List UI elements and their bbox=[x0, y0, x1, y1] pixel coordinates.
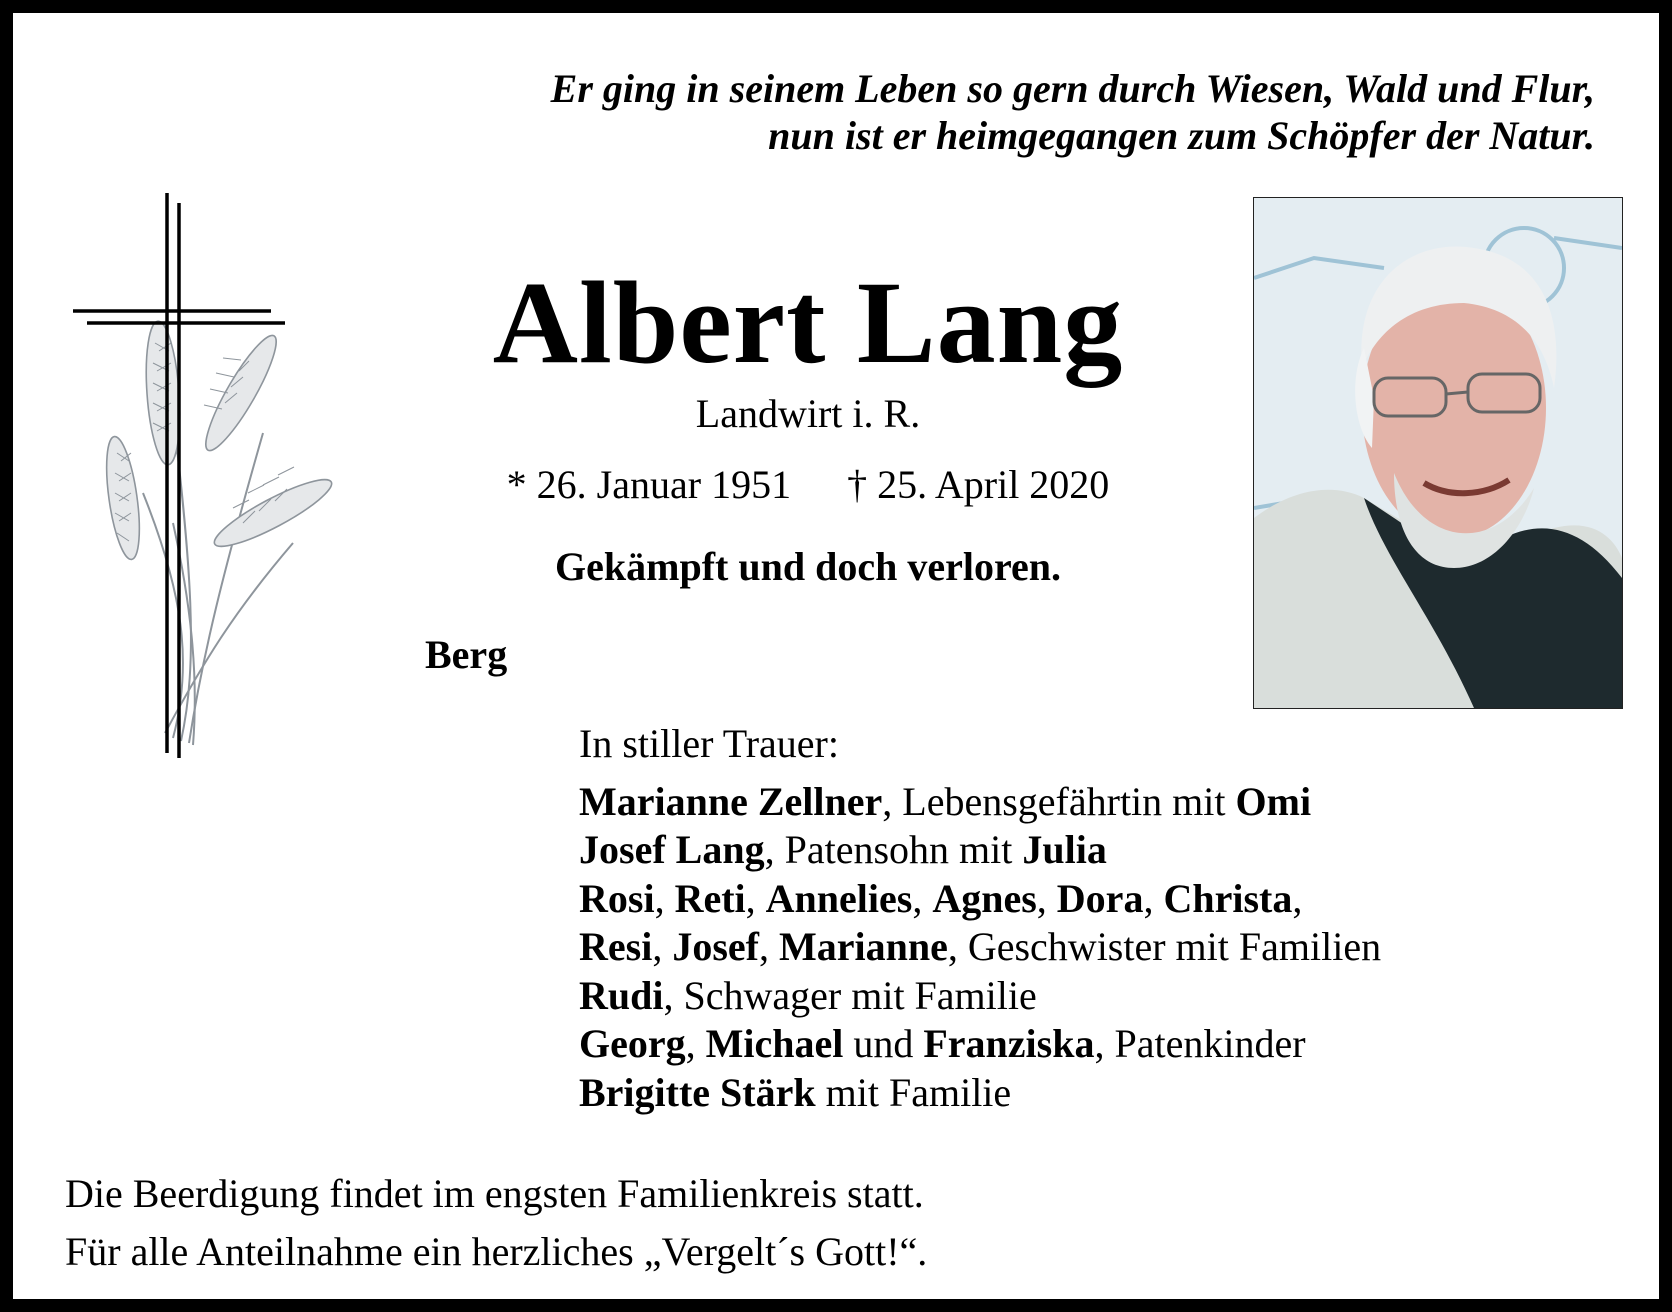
mourner-name: Franziska bbox=[923, 1021, 1095, 1066]
mourner-relation: , Schwager mit Familie bbox=[663, 972, 1037, 1018]
mourner-line bbox=[579, 875, 1381, 924]
portrait-photo-drawing bbox=[1254, 198, 1622, 708]
mourner-name: Agnes bbox=[932, 875, 1037, 921]
mourner-name: Julia bbox=[1022, 827, 1107, 872]
mourner-name: Christa bbox=[1163, 875, 1293, 921]
mourner-relation: , bbox=[685, 1021, 706, 1066]
mourner-relation: , bbox=[1036, 875, 1057, 921]
mourner-name: Georg bbox=[579, 1021, 686, 1066]
deceased-place: Berg bbox=[425, 632, 508, 677]
footer-line-1: Die Beerdigung findet im engsten Familienkreis statt. bbox=[65, 1171, 924, 1216]
mourner-name: Josef bbox=[672, 924, 759, 969]
mourner-relation: mit Familie bbox=[815, 1069, 1012, 1115]
mourner-relation: , Patensohn mit bbox=[764, 827, 1023, 872]
mourner-relation: , bbox=[758, 924, 779, 969]
mourners-intro: In stiller Trauer: bbox=[579, 721, 839, 766]
mourner-name: Marianne bbox=[778, 924, 948, 969]
mourner-name: Rudi bbox=[579, 972, 664, 1018]
mourner-name: Rosi bbox=[579, 875, 655, 921]
mourner-relation: , bbox=[912, 875, 933, 921]
motto-line-2: nun ist er heimgegangen zum Schöpfer der Natur. bbox=[768, 113, 1595, 158]
mourner-relation: , Patenkinder bbox=[1094, 1021, 1306, 1066]
birth-date: * 26. Januar 1951 bbox=[506, 462, 792, 507]
mourner-line bbox=[579, 972, 1381, 1021]
mourner-name: Annelies bbox=[765, 875, 913, 921]
deceased-motto: Gekämpft und doch verloren. bbox=[555, 544, 1061, 589]
deceased-name: Albert Lang bbox=[492, 257, 1124, 388]
mourner-line bbox=[579, 923, 1381, 972]
mourner-relation: , Lebensgefährtin mit bbox=[882, 778, 1236, 824]
mourners-list bbox=[579, 720, 1381, 1117]
mourner-line bbox=[579, 826, 1381, 875]
mourner-line bbox=[579, 1069, 1381, 1118]
mourner-relation: , bbox=[1143, 875, 1164, 921]
mourner-line bbox=[579, 778, 1381, 827]
mourner-relation: und bbox=[843, 1021, 924, 1066]
footer-line-2: Für alle Anteilnahme ein herzliches „Vergelt´s Gott!“. bbox=[65, 1229, 928, 1274]
motto-verse bbox=[551, 65, 1595, 159]
motto-line-1: Er ging in seinem Leben so gern durch Wiesen, Wald und Flur, bbox=[550, 66, 1595, 111]
mourner-name: Brigitte Stärk bbox=[579, 1069, 816, 1115]
mourner-rows bbox=[579, 778, 1381, 1118]
deceased-profession: Landwirt i. R. bbox=[695, 391, 921, 436]
death-date: † 25. April 2020 bbox=[847, 462, 1110, 507]
mourner-name: Marianne Zellner bbox=[579, 778, 883, 824]
cross-with-wheat-icon bbox=[73, 193, 363, 803]
mourner-relation: , bbox=[652, 924, 673, 969]
portrait-photo bbox=[1253, 197, 1623, 709]
mourner-name: Dora bbox=[1056, 875, 1144, 921]
life-dates bbox=[483, 461, 1133, 509]
mourner-relation: , Geschwister mit Familien bbox=[947, 924, 1382, 969]
mourner-name: Reti bbox=[674, 875, 746, 921]
mourner-relation: , bbox=[654, 875, 675, 921]
mourner-name: Omi bbox=[1235, 778, 1312, 824]
mourner-relation: , bbox=[745, 875, 766, 921]
mourner-name: Resi bbox=[579, 924, 653, 969]
mourner-relation: , bbox=[1292, 875, 1303, 921]
mourner-name: Michael bbox=[705, 1021, 844, 1066]
mourner-name: Josef Lang bbox=[579, 827, 765, 872]
mourner-line bbox=[579, 1020, 1381, 1069]
funeral-notice bbox=[65, 1165, 927, 1281]
